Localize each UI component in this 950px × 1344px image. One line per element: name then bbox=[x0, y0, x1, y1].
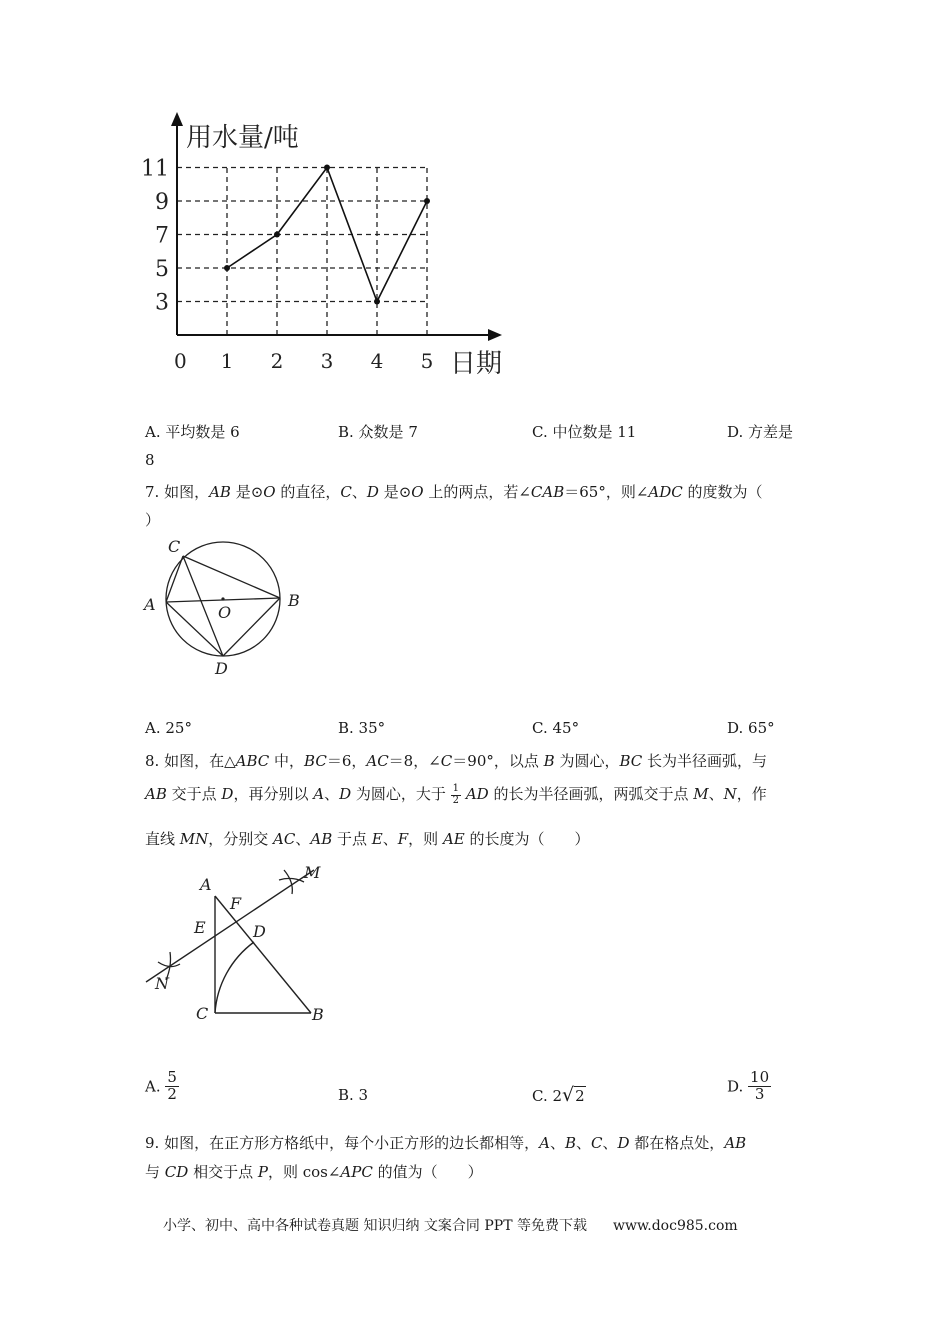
q8-option-b: B. 3 bbox=[338, 1086, 369, 1104]
water-usage-chart bbox=[140, 110, 520, 390]
q7-option-b: B. 35° bbox=[338, 719, 386, 737]
center-dot bbox=[221, 597, 224, 600]
x-tick-label-2: 2 bbox=[270, 349, 284, 373]
data-point-4 bbox=[374, 299, 380, 305]
line-mn bbox=[146, 870, 314, 982]
data-point-3 bbox=[324, 165, 330, 171]
y-tick-label-7: 7 bbox=[155, 223, 169, 249]
y-tick-label-3: 3 bbox=[155, 290, 169, 316]
q8-option-a: A. $\frac{5}{2}$ bbox=[145, 1068, 177, 1103]
q6-option-b: B. 众数是 7 bbox=[338, 423, 418, 441]
q9-stem-line2: 与 CD 相交于点 P，则 cos∠APC 的值为（ ） bbox=[145, 1163, 483, 1181]
label-c: C bbox=[168, 537, 181, 556]
q8-option-d: D. $\frac{10}{3}$ bbox=[727, 1068, 770, 1103]
q6-option-c: C. 中位数是 11 bbox=[532, 423, 637, 441]
q8-stem-line1: 8. 如图，在△ABC 中，BC＝6，AC＝8，∠C＝90°，以点 B 为圆心，BC 长为半径画弧，与 bbox=[145, 752, 768, 770]
q6-option-d-continuation: 8 bbox=[145, 451, 155, 469]
q7-option-c: C. 45° bbox=[532, 719, 580, 737]
q7-circle-figure bbox=[138, 532, 318, 682]
label-b: B bbox=[312, 1005, 324, 1024]
chart-grid bbox=[177, 168, 427, 336]
y-axis-arrow bbox=[171, 112, 183, 126]
q8-option-c: C. 2√2 bbox=[532, 1084, 585, 1106]
label-a: A bbox=[144, 595, 156, 614]
segment-ac bbox=[166, 556, 183, 602]
x-tick-label-3: 3 bbox=[320, 349, 334, 373]
segment-bd bbox=[223, 598, 280, 656]
page-footer bbox=[163, 1215, 738, 1235]
label-d: D bbox=[215, 659, 228, 678]
x-tick-label-4: 4 bbox=[370, 349, 384, 373]
q8-stem-line3: 直线 MN，分别交 AC、AB 于点 E、F，则 AE 的长度为（ ） bbox=[145, 830, 590, 848]
q8-stem-line2: AB 交于点 D，再分别以 A、D 为圆心，大于 $\frac{1}{2}$ AD 的长为半径画弧，两弧交于点 M、N，作 bbox=[145, 783, 767, 806]
data-point-1 bbox=[224, 265, 230, 271]
label-n: N bbox=[155, 974, 169, 993]
y-tick-label-9: 9 bbox=[155, 190, 169, 215]
y-tick-label-11: 11 bbox=[141, 156, 169, 182]
q6-option-d: D. 方差是 bbox=[727, 423, 794, 441]
label-e: E bbox=[194, 918, 206, 937]
data-point-2 bbox=[274, 232, 280, 238]
q7-stem-close: ） bbox=[145, 511, 161, 529]
x-tick-label-1: 1 bbox=[220, 349, 234, 373]
label-f: F bbox=[230, 894, 242, 913]
y-axis-label: 用水量/吨 bbox=[186, 123, 299, 153]
footer-url: www.doc985.com bbox=[612, 1218, 738, 1234]
x-axis-label: 日期 bbox=[450, 349, 503, 379]
label-a: A bbox=[200, 875, 212, 894]
label-m: M bbox=[304, 863, 321, 882]
x-tick-label-5: 5 bbox=[420, 349, 434, 373]
x-axis-arrow bbox=[488, 329, 502, 341]
q9-stem-line1: 9. 如图，在正方形方格纸中，每个小正方形的边长都相等，A、B、C、D 都在格点处，AB bbox=[145, 1134, 747, 1152]
label-o: O bbox=[218, 603, 232, 622]
label-b: B bbox=[288, 591, 300, 610]
q7-option-a: A. 25° bbox=[145, 719, 192, 737]
q7-option-d: D. 65° bbox=[727, 719, 775, 737]
label-d: D bbox=[253, 922, 266, 941]
data-point-5 bbox=[424, 198, 430, 204]
arc-bc bbox=[215, 942, 254, 1013]
half-fraction: $\frac{1}{2}$ bbox=[452, 783, 460, 806]
q8-construction-figure bbox=[138, 858, 348, 1028]
segment-ab bbox=[215, 896, 311, 1013]
label-c: C bbox=[196, 1004, 209, 1023]
q7-stem: 7. 如图，AB 是⊙O 的直径，C、D 是⊙O 上的两点，若∠CAB＝65°，则∠ADC 的度数为（ bbox=[145, 483, 763, 501]
y-tick-label-5: 5 bbox=[155, 257, 169, 282]
origin-label: 0 bbox=[174, 349, 187, 373]
q6-option-a: A. 平均数是 6 bbox=[145, 423, 240, 441]
footer-text: 小学、初中、高中各种试卷真题 知识归纳 文案合同 PPT 等免费下载 bbox=[163, 1218, 587, 1234]
